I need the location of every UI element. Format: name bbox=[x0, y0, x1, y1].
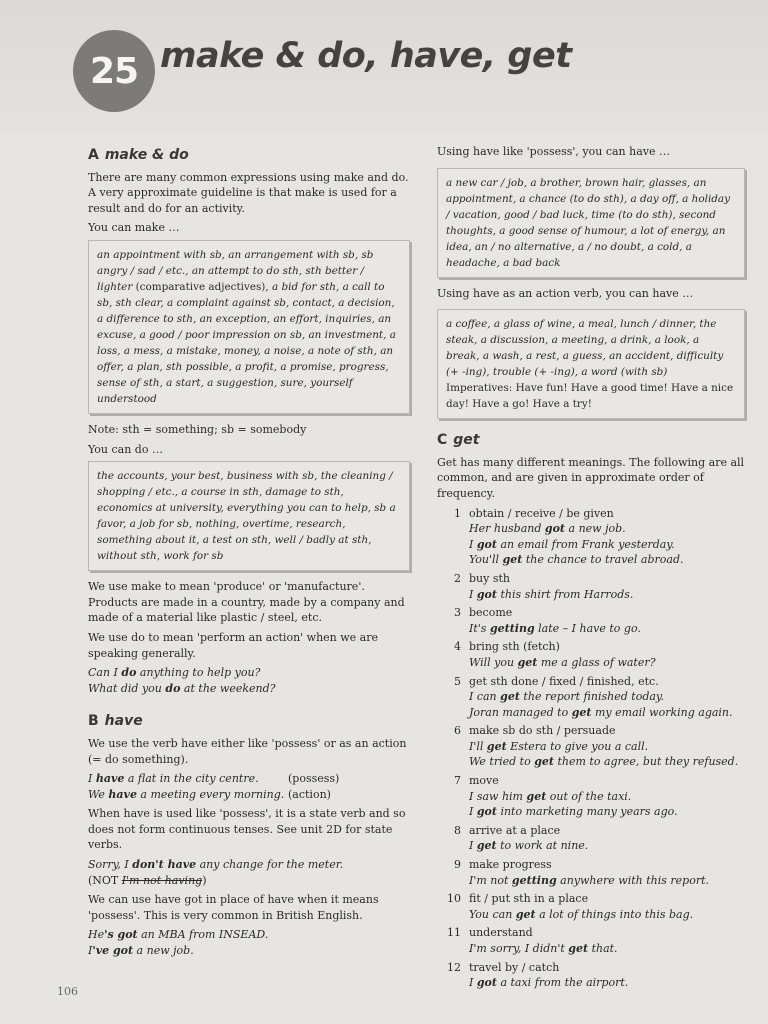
list-item-number: 3 bbox=[454, 606, 461, 620]
list-item bbox=[437, 773, 745, 820]
list-item-example: Her husband got a new job. bbox=[469, 522, 626, 536]
right-column bbox=[437, 144, 745, 994]
list-item-meaning: arrive at a place bbox=[469, 823, 561, 837]
not-example: (NOT I'm not having) bbox=[88, 873, 207, 887]
list-item bbox=[437, 674, 745, 721]
do-box-text: the accounts, your best, business with sb, the cleaning / shopping / etc., a course in sth, damage to sth, economics at university, everything you can to help, sb a favor, a job for sb, nothing, overtime, research, something about it, a test on sth, well / badly at sth, without sth, work for sb bbox=[97, 470, 396, 563]
have-got-example-1: He's got an MBA from INSEAD. bbox=[88, 928, 269, 942]
list-item-meaning: bring sth (fetch) bbox=[469, 640, 560, 654]
list-item bbox=[437, 823, 745, 854]
section-b-heading bbox=[88, 714, 410, 730]
have-action-box bbox=[437, 309, 745, 419]
list-item-example: I got an email from Frank yesterday. bbox=[469, 537, 675, 551]
page-title: make & do, have, get bbox=[160, 36, 572, 76]
list-item-example: I got into marketing many years ago. bbox=[469, 805, 678, 819]
have-possess-intro: Using have like 'possess', you can have … bbox=[437, 145, 671, 158]
list-item-meaning: make sb do sth / persuade bbox=[469, 724, 616, 738]
unit-number-badge bbox=[73, 30, 155, 112]
section-c-title: get bbox=[453, 432, 480, 449]
list-item-number: 7 bbox=[454, 774, 461, 788]
section-b-letter: B bbox=[88, 713, 99, 730]
section-a-title: make & do bbox=[104, 147, 189, 163]
list-item bbox=[437, 723, 745, 770]
list-item-meaning: become bbox=[469, 606, 513, 620]
list-item-number: 2 bbox=[454, 571, 461, 585]
list-item-example: I saw him get out of the taxi. bbox=[469, 789, 632, 803]
list-item-number: 6 bbox=[454, 724, 461, 738]
list-item bbox=[437, 506, 745, 568]
list-item-example: Will you get me a glass of water? bbox=[469, 655, 656, 669]
unit-number: 25 bbox=[89, 50, 139, 92]
get-meanings-list bbox=[437, 506, 745, 991]
list-item-example: You can get a lot of things into this bag. bbox=[469, 907, 694, 921]
page-number: 106 bbox=[57, 985, 78, 998]
list-item-meaning: obtain / receive / be given bbox=[469, 506, 614, 520]
do-collocations-box bbox=[88, 461, 410, 571]
have-example-2: We have a meeting every morning. (action) bbox=[88, 787, 331, 801]
list-item bbox=[437, 925, 745, 956]
have-possess-text: a new car / job, a brother, brown hair, glasses, an appointment, a chance (to do sth), a day off, a holiday / vacation, good / bad luck, time (to do sth), second thoughts, a good sense of humour, a lot of energy, an idea, an / no alternative, a / no doubt, a cold, a headache, a bad back bbox=[446, 176, 730, 269]
state-verb-note: When have is used like 'possess', it is a state verb and so does not form continuous tenses. See unit 2D for state verbs. bbox=[88, 807, 406, 852]
list-item bbox=[437, 960, 745, 991]
have-possess-box bbox=[437, 168, 745, 278]
list-item-example: Joran managed to get my email working again. bbox=[469, 705, 733, 719]
list-item-meaning: get sth done / fixed / finished, etc. bbox=[469, 674, 659, 688]
have-got-note: We can use have got in place of have when it means 'possess'. This is very common in British English. bbox=[88, 893, 379, 922]
list-item bbox=[437, 857, 745, 888]
you-can-do: You can do … bbox=[88, 442, 163, 456]
have-example-1: I have a flat in the city centre. (possess) bbox=[88, 772, 340, 786]
list-item-number: 8 bbox=[454, 823, 461, 837]
list-item-number: 11 bbox=[447, 926, 461, 940]
struck-example: I'm not having bbox=[121, 873, 203, 887]
section-a-letter: A bbox=[88, 147, 99, 163]
list-item-example: I'll get Estera to give you a call. bbox=[469, 739, 649, 753]
list-item-number: 4 bbox=[454, 640, 461, 654]
list-item-example: I can get the report finished today. bbox=[469, 690, 665, 704]
list-item-example: We tried to get them to agree, but they refused. bbox=[469, 755, 739, 769]
section-c-intro: Get has many different meanings. The following are all common, and are given in approximate order of frequency. bbox=[437, 455, 745, 500]
section-a-intro: There are many common expressions using make and do. A very approximate guideline is that make is used for a result and do for an activity. bbox=[88, 170, 409, 215]
section-b-intro: We use the verb have either like 'possess' or as an action (= do something). bbox=[88, 736, 407, 766]
list-item-example: I got this shirt from Harrods. bbox=[469, 587, 634, 601]
list-item-meaning: buy sth bbox=[469, 571, 510, 585]
imperatives-text: Imperatives: Have fun! Have a good time! Have a nice day! Have a go! Have a try! bbox=[446, 382, 734, 411]
make-box-part-2: (comparative adjectives), bbox=[135, 280, 269, 293]
list-item-number: 1 bbox=[454, 506, 461, 520]
list-item-meaning: understand bbox=[469, 926, 533, 940]
list-item-meaning: fit / put sth in a place bbox=[469, 892, 589, 906]
have-got-example-2: I've got a new job. bbox=[88, 944, 194, 958]
have-action-text: a coffee, a glass of wine, a meal, lunch / dinner, the steak, a discussion, a meeting, a drink, a look, a break, a wash, a rest, a guess, an accident, difficulty (+ -ing), trouble (+ -ing), a word (with sb) bbox=[446, 318, 724, 379]
make-box-part-3: a bid for sth, a call to sb, sth clear, a complaint against sb, contact, a decision, a difference to sth, an exception, an effort, inquiries, an excuse, a good / poor impression on sb, an investment, a loss, a mess, a mistake, money, a noise, a note of sth, an offer, a plan, sth possible, a profit, a promise, progress, sense of sth, a start, a suggestion, sure, yourself understood bbox=[97, 280, 396, 405]
make-meaning: We use make to mean 'produce' or 'manufacture'. Products are made in a country, made by a company and made of a material like plastic / steel, etc. bbox=[88, 580, 405, 625]
have-action-intro: Using have as an action verb, you can have … bbox=[437, 286, 694, 300]
list-item-number: 10 bbox=[447, 892, 461, 906]
list-item-example: I get to work at nine. bbox=[469, 839, 589, 853]
list-item-number: 12 bbox=[447, 960, 461, 974]
abbreviation-note: Note: sth = something; sb = somebody bbox=[88, 422, 307, 436]
make-box-part-1: an appointment with sb, an arrangement with sb, sb angry / sad / etc., an attempt to do sth, sth better / lighter bbox=[97, 248, 374, 293]
list-item-example: I'm not getting anywhere with this report. bbox=[469, 873, 709, 887]
have-example-1-tag: (possess) bbox=[288, 772, 340, 786]
have-example-2-tag: (action) bbox=[288, 787, 331, 801]
list-item-example: It's getting late – I have to go. bbox=[469, 621, 641, 635]
section-a-heading bbox=[88, 148, 410, 164]
section-c-letter: C bbox=[437, 432, 448, 449]
list-item-number: 5 bbox=[454, 674, 461, 688]
list-item bbox=[437, 571, 745, 602]
left-column bbox=[88, 140, 410, 959]
list-item bbox=[437, 605, 745, 636]
do-example-1: Can I do anything to help you? bbox=[88, 666, 261, 680]
list-item-example: I got a taxi from the airport. bbox=[469, 976, 629, 990]
do-meaning: We use do to mean 'perform an action' when we are speaking generally. bbox=[88, 630, 379, 660]
list-item-meaning: make progress bbox=[469, 858, 552, 872]
you-can-make: You can make … bbox=[88, 221, 180, 235]
list-item bbox=[437, 891, 745, 922]
list-item-meaning: move bbox=[469, 774, 499, 788]
list-item-example: You'll get the chance to travel abroad. bbox=[469, 553, 684, 567]
have-example-3: Sorry, I don't have any change for the meter. bbox=[88, 858, 344, 872]
do-example-2: What did you do at the weekend? bbox=[88, 681, 276, 695]
make-collocations-box bbox=[88, 240, 410, 414]
list-item-number: 9 bbox=[454, 858, 461, 872]
list-item-meaning: travel by / catch bbox=[469, 960, 560, 974]
section-b-title: have bbox=[104, 713, 143, 730]
list-item bbox=[437, 639, 745, 670]
section-c-heading bbox=[437, 433, 745, 449]
list-item-example: I'm sorry, I didn't get that. bbox=[469, 942, 618, 955]
